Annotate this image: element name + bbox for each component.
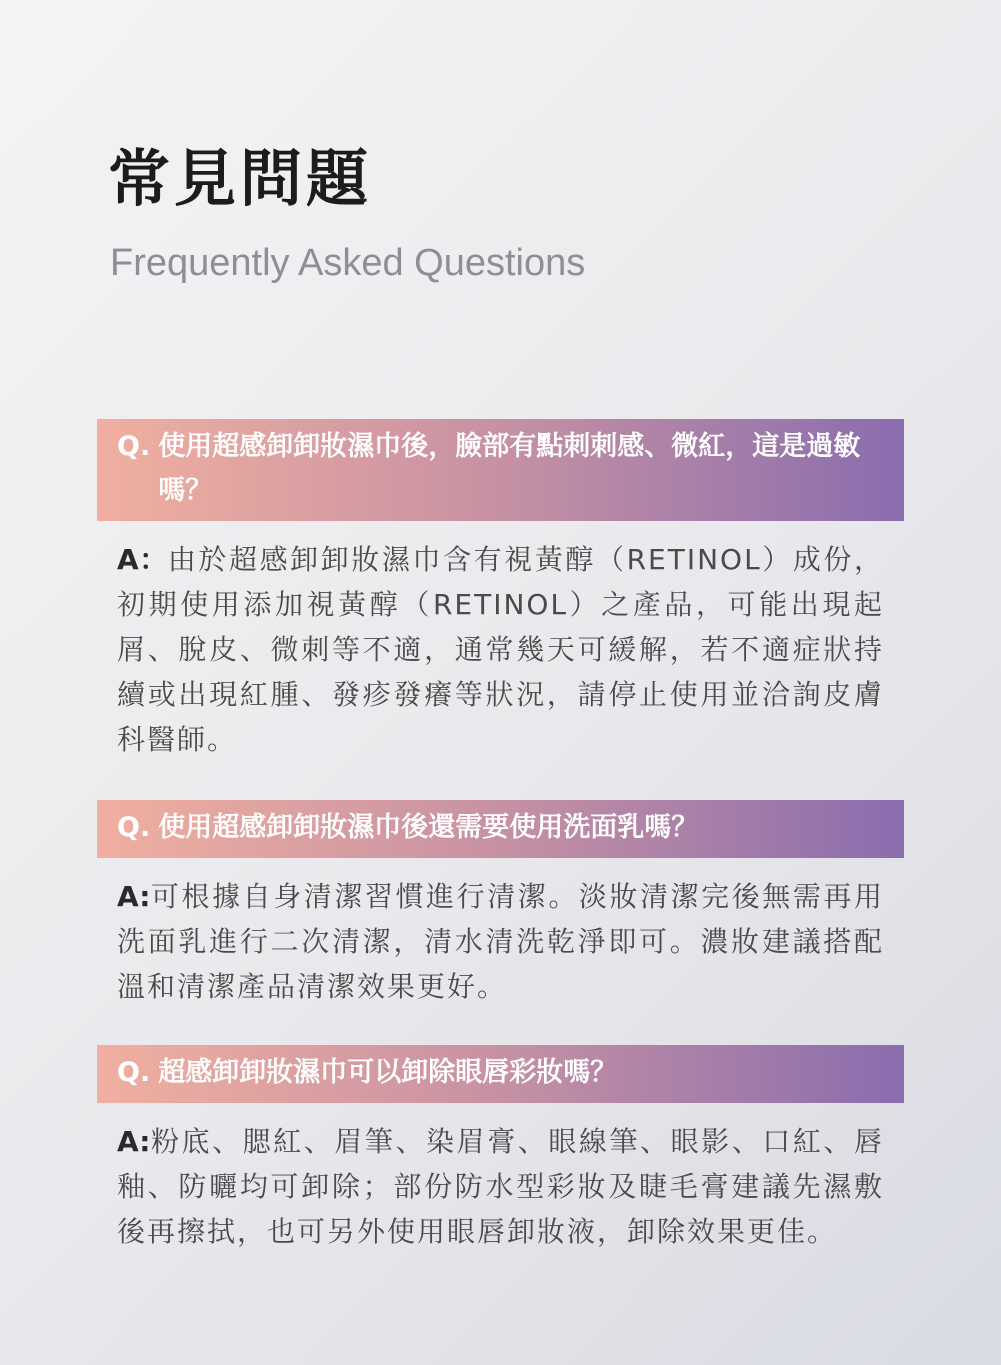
question-prefix: Q. [117, 1057, 151, 1088]
faq-question-bar [97, 800, 904, 858]
faq-item [97, 800, 904, 1045]
question-prefix: Q. [117, 431, 151, 462]
faq-answer [97, 521, 904, 762]
page-subtitle: Frequently Asked Questions [110, 242, 586, 284]
faq-question-bar [97, 1045, 904, 1103]
answer-prefix: A： [117, 543, 168, 576]
question-text: 使用超感卸卸妝濕巾後還需要使用洗面乳嗎？ [158, 812, 699, 843]
faq-answer [97, 858, 904, 1009]
question-text: 使用超感卸卸妝濕巾後，臉部有點刺刺感、微紅，這是過敏嗎？ [158, 431, 861, 506]
faq-item [97, 1045, 904, 1254]
answer-text: 粉底、腮紅、眉筆、染眉膏、眼線筆、眼影、口紅、唇釉、防曬均可卸除；部份防水型彩妝及睫毛膏建議先濕敷後再擦拭，也可另外使用眼唇卸妝液，卸除效果更佳。 [117, 1125, 884, 1248]
faq-list [97, 419, 904, 1254]
question-prefix: Q. [117, 812, 151, 843]
faq-answer [97, 1103, 904, 1254]
question-text: 超感卸卸妝濕巾可以卸除眼唇彩妝嗎？ [158, 1057, 618, 1088]
answer-text: 由於超感卸卸妝濕巾含有視黃醇（RETINOL）成份，初期使用添加視黃醇（RETINOL）之產品，可能出現起屑、脫皮、微刺等不適，通常幾天可緩解，若不適症狀持續或出現紅腫、發疹發癢等狀況，請停止使用並洽詢皮膚科醫師。 [117, 543, 884, 756]
page-title: 常見問題 [108, 142, 373, 215]
faq-question-bar [97, 419, 904, 521]
faq-item [97, 419, 904, 800]
answer-text: 可根據自身清潔習慣進行清潔。淡妝清潔完後無需再用洗面乳進行二次清潔，清水清洗乾淨即可。濃妝建議搭配溫和清潔產品清潔效果更好。 [117, 880, 884, 1003]
answer-prefix: A: [117, 1125, 151, 1158]
answer-prefix: A: [117, 880, 151, 913]
